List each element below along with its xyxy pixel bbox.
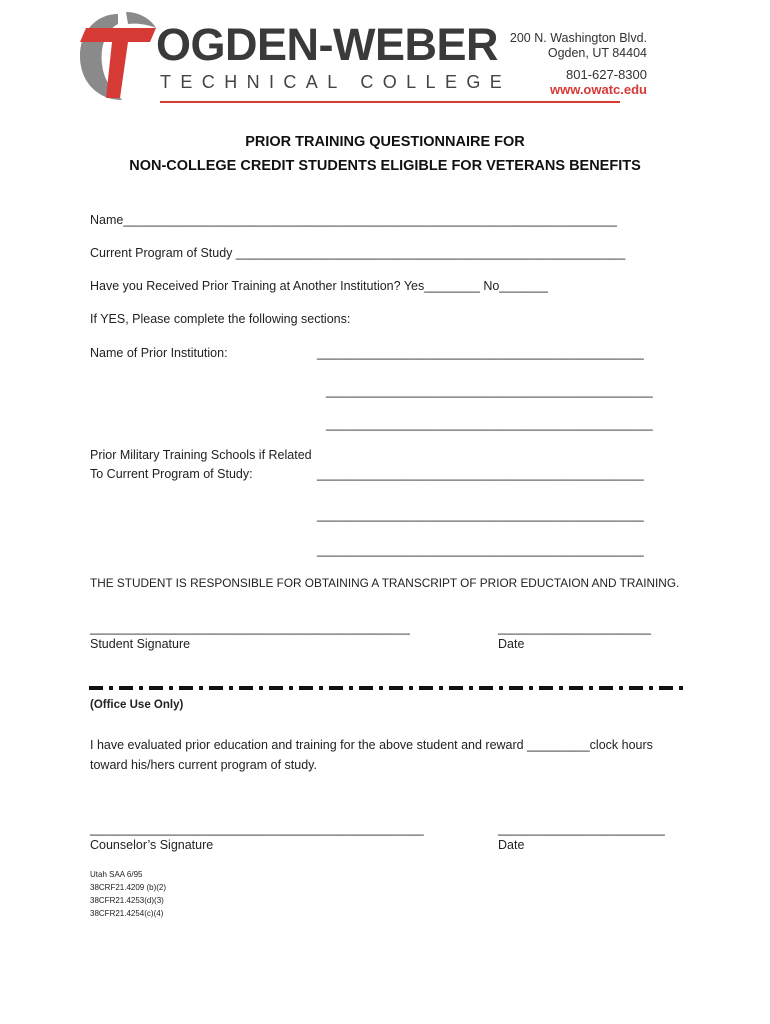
office-use-heading: (Office Use Only): [90, 699, 184, 711]
college-subtitle: TECHNICAL COLLEGE: [160, 72, 512, 92]
military-label-line-2: To Current Program of Study:: [90, 467, 253, 481]
military-field-2[interactable]: _______________________________________________: [317, 508, 644, 522]
form-title-line-2: NON-COLLEGE CREDIT STUDENTS ELIGIBLE FOR VETERANS BENEFITS: [129, 158, 641, 174]
prior-institution-field-2[interactable]: _______________________________________________: [326, 384, 653, 398]
footer-reference-1: Utah SAA 6/95: [90, 870, 143, 879]
transcript-responsibility-notice: THE STUDENT IS RESPONSIBLE FOR OBTAINING A TRANSCRIPT OF PRIOR EDUCTAION AND TRAINING.: [90, 576, 680, 590]
if-yes-instruction: If YES, Please complete the following sections:: [90, 312, 351, 326]
prior-institution-label: Name of Prior Institution:: [90, 346, 228, 360]
prior-institution-field-1[interactable]: _______________________________________________: [317, 346, 644, 360]
header-divider: [160, 101, 620, 103]
program-field[interactable]: Current Program of Study ________________________________________________________: [90, 246, 626, 260]
military-field-3[interactable]: _______________________________________________: [317, 543, 644, 557]
footer-reference-3: 38CFR21.4253(d)(3): [90, 896, 164, 905]
counselor-date-label: Date: [498, 838, 525, 852]
owtc-t-logo-icon: [76, 8, 160, 104]
address-line-1: 200 N. Washington Blvd.: [509, 31, 647, 45]
name-field[interactable]: Name_______________________________________________________________________: [90, 213, 617, 227]
college-name: OGDEN-WEBER: [156, 19, 498, 70]
counselor-signature-field[interactable]: ________________________________________________: [90, 822, 424, 836]
cut-line-divider: [89, 686, 683, 690]
letterhead: [0, 0, 770, 110]
evaluation-statement-line-2: toward his/hers current program of study.: [90, 758, 317, 772]
footer-reference-2: 38CRF21.4209 (b)(2): [90, 883, 167, 892]
phone-number: 801-627-8300: [566, 67, 647, 82]
prior-training-question[interactable]: Have you Received Prior Training at Another Institution? Yes________ No_______: [90, 279, 548, 293]
evaluation-statement-line-1[interactable]: I have evaluated prior education and training for the above student and reward _________clock hours: [90, 738, 653, 752]
student-date-label: Date: [498, 637, 525, 651]
address-line-2: Ogden, UT 84404: [547, 46, 647, 60]
student-date-field[interactable]: ______________________: [498, 621, 651, 635]
footer-reference-4: 38CFR21.4254(c)(4): [90, 909, 164, 918]
student-signature-label: Student Signature: [90, 637, 191, 651]
military-field-1[interactable]: _______________________________________________: [317, 467, 644, 481]
counselor-signature-label: Counselor’s Signature: [90, 838, 214, 852]
student-signature-field[interactable]: ______________________________________________: [90, 621, 410, 635]
counselor-date-field[interactable]: ________________________: [498, 822, 665, 836]
form-title-line-1: PRIOR TRAINING QUESTIONNAIRE FOR: [245, 134, 525, 150]
website-link[interactable]: www.owatc.edu: [549, 82, 647, 97]
military-label-line-1: Prior Military Training Schools if Related: [90, 448, 312, 462]
prior-institution-field-3[interactable]: _______________________________________________: [326, 417, 653, 431]
